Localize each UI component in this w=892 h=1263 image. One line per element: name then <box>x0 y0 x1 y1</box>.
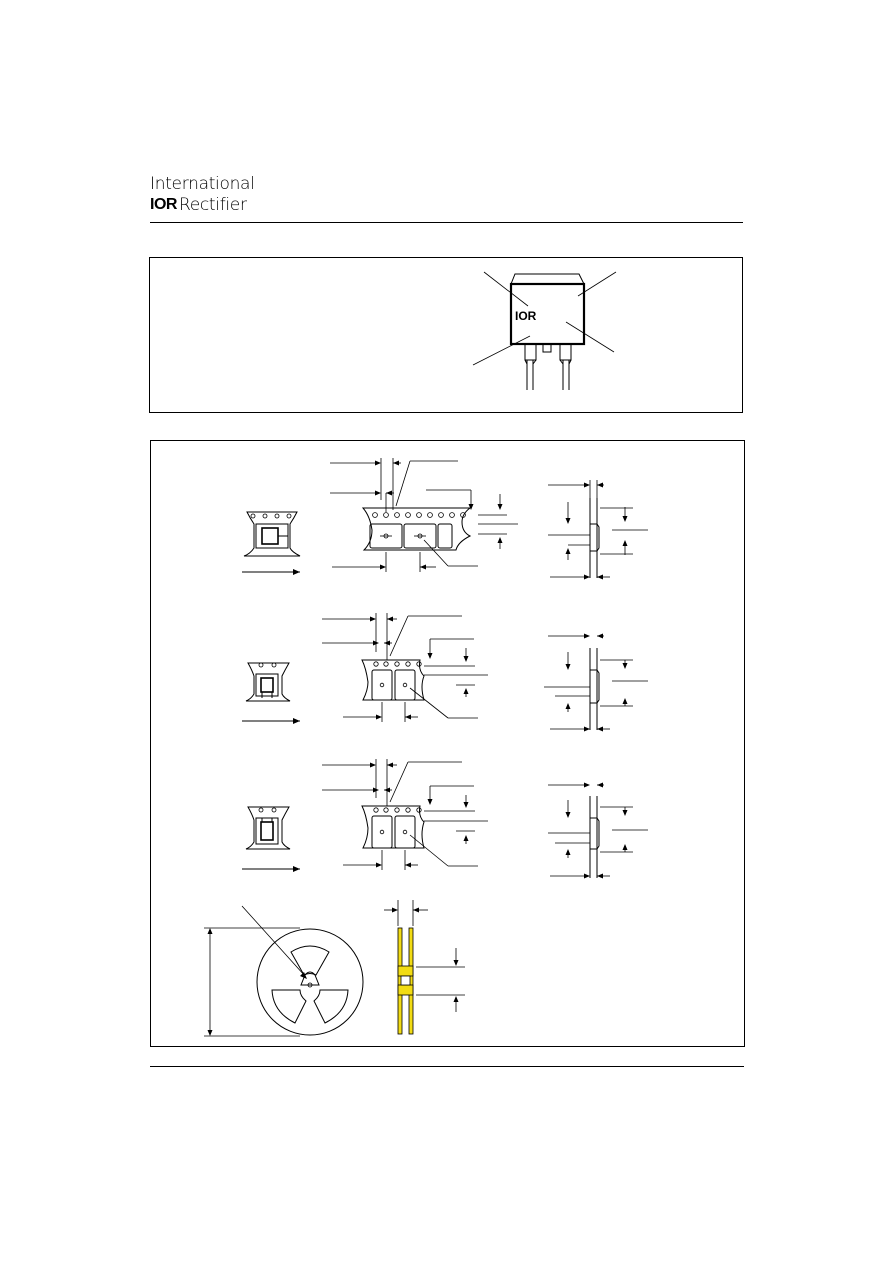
reel-front-view <box>204 906 363 1036</box>
brand-name: International <box>150 174 255 194</box>
tape-section-2 <box>544 634 648 732</box>
tape-orientation-icon-1 <box>244 512 300 556</box>
tape-section-3 <box>548 783 648 879</box>
brand-suffix: Rectifier <box>178 195 247 215</box>
footer-divider <box>150 1066 744 1067</box>
tape-orientation-icon-2 <box>246 663 290 701</box>
reel-side-view <box>384 900 465 1034</box>
carrier-tape-1 <box>363 508 470 550</box>
carrier-tape-3 <box>362 806 424 848</box>
tape-section-1 <box>548 480 648 580</box>
ior-logo: IOR <box>150 196 177 213</box>
carrier-tape-2 <box>362 660 424 700</box>
package-logo: IOR <box>515 309 537 323</box>
tape-orientation-icon-3 <box>246 807 290 849</box>
